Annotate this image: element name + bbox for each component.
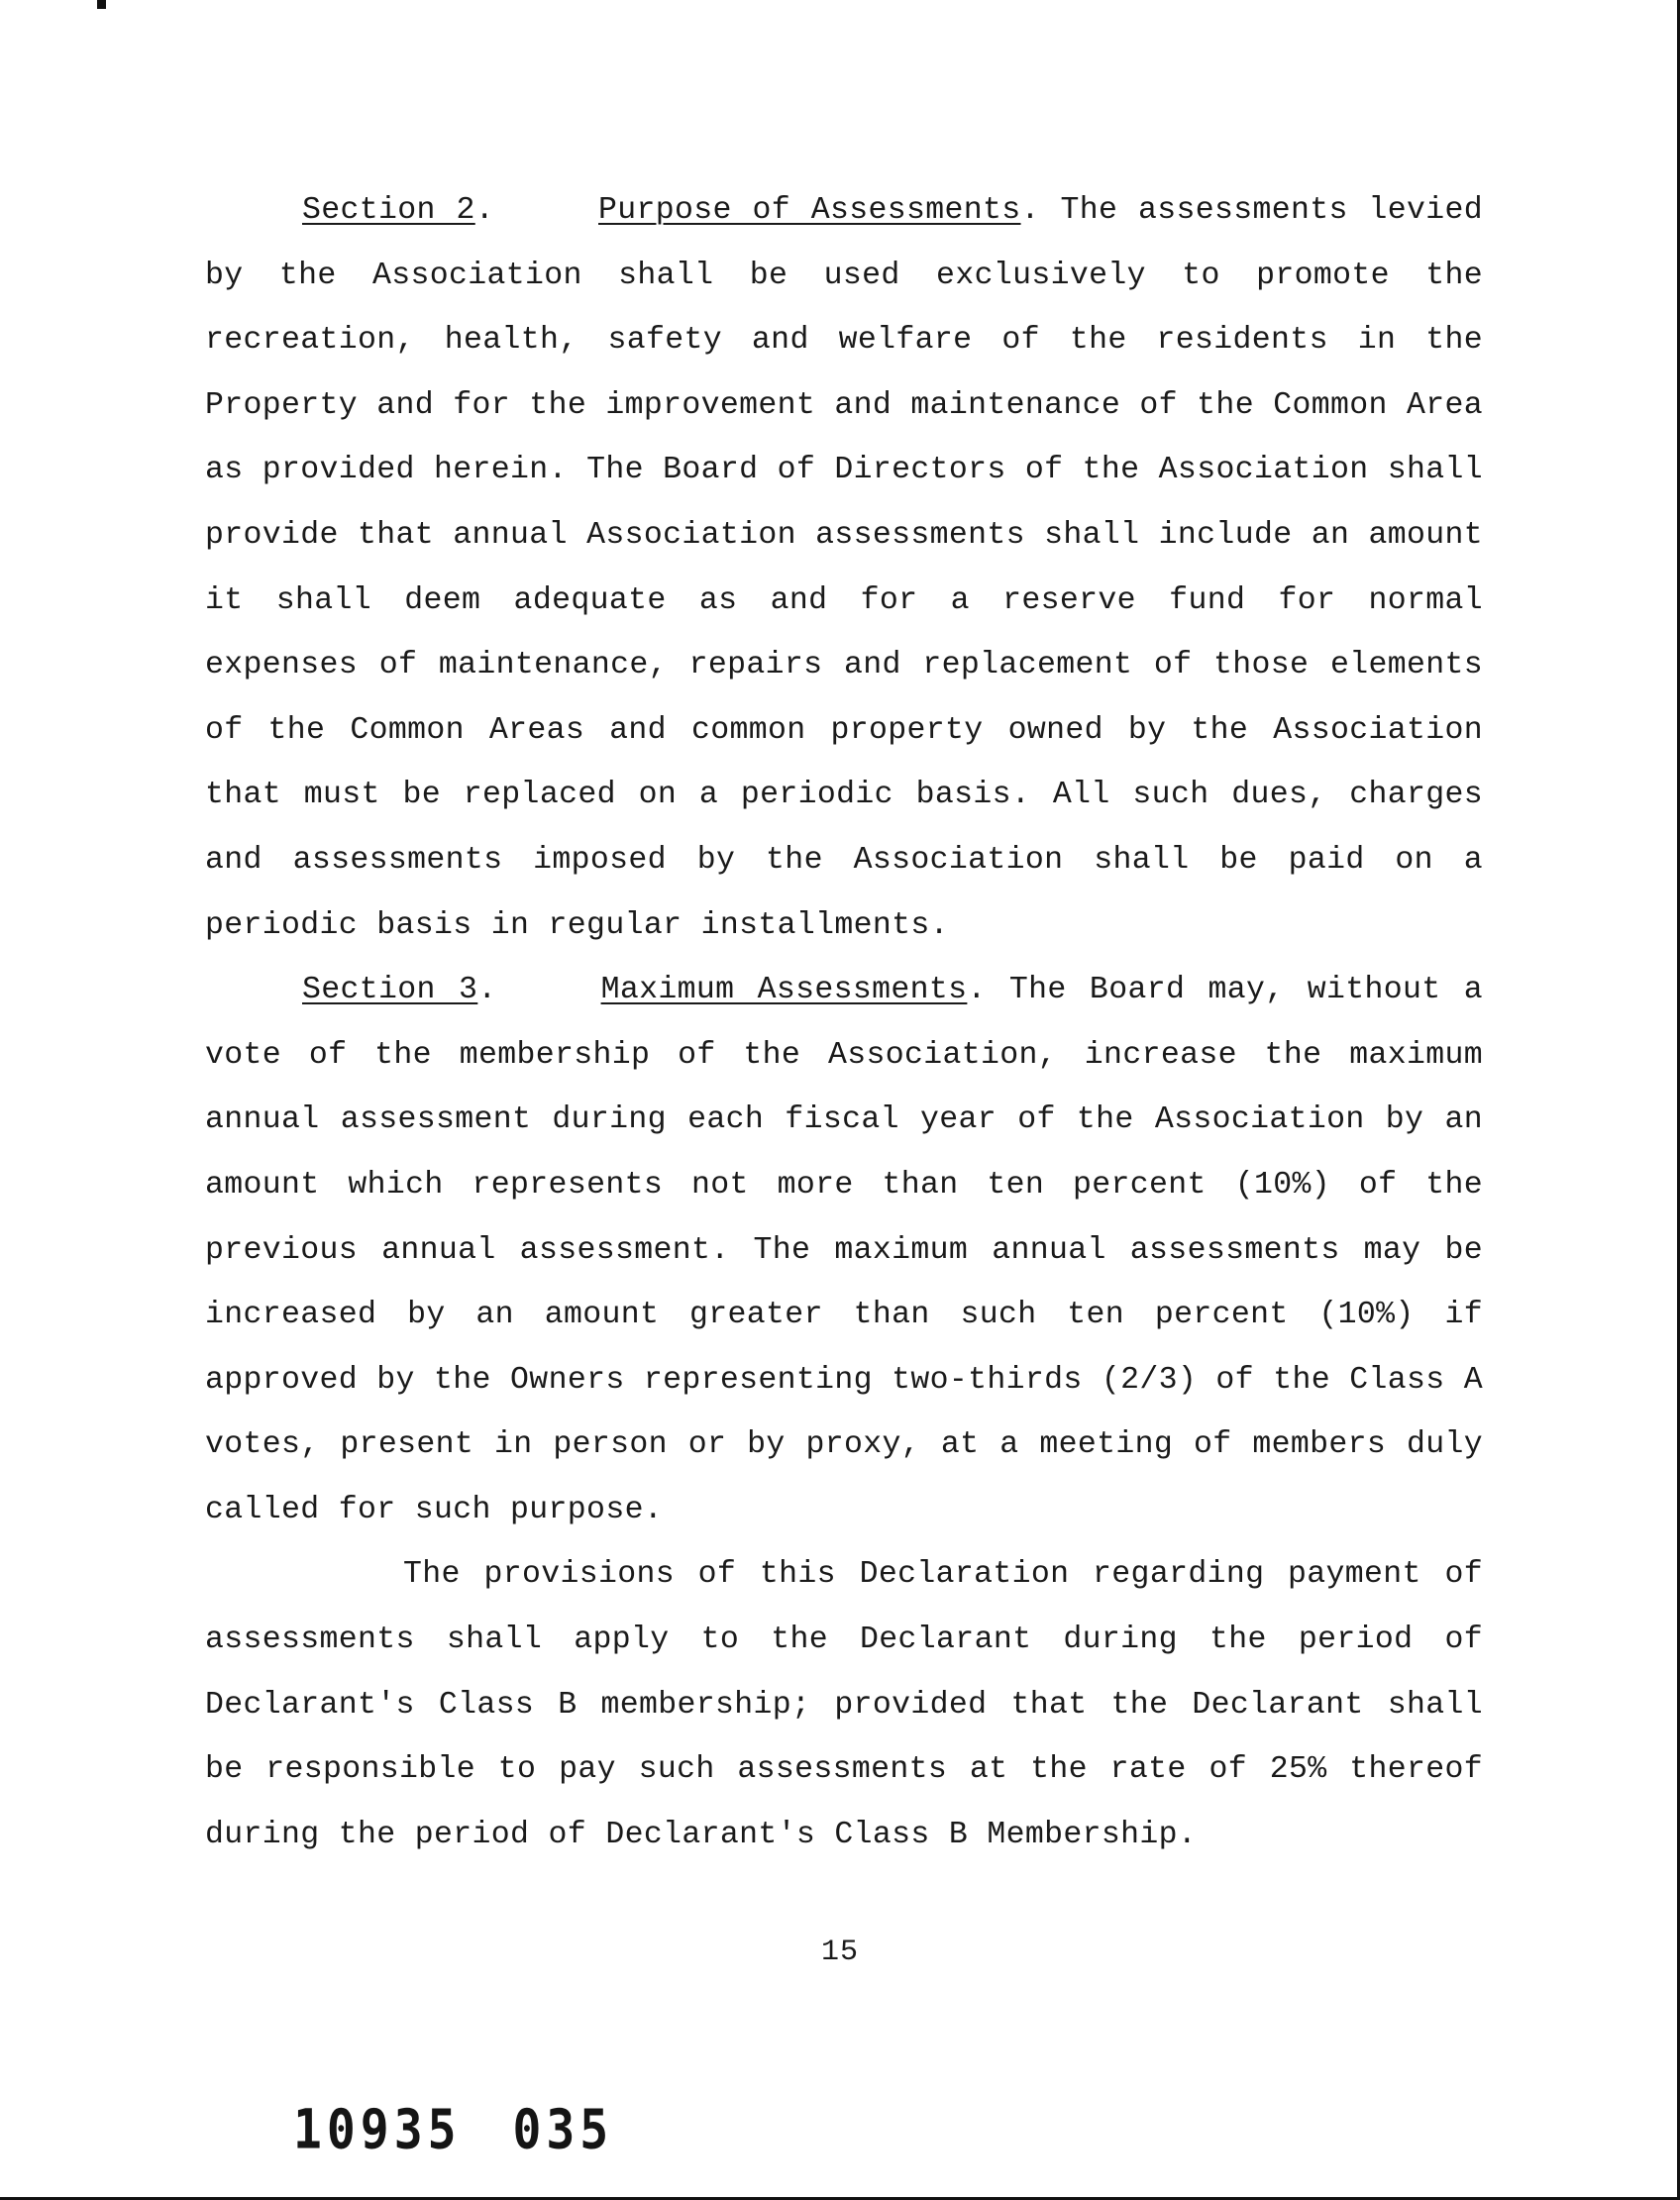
section-2-paragraph bbox=[205, 178, 1483, 958]
page-number: 15 bbox=[820, 1936, 859, 1969]
section-2-title-punct: . bbox=[1020, 193, 1040, 228]
book-page-number: 035 bbox=[512, 2098, 614, 2162]
book-number: 10935 bbox=[293, 2098, 462, 2162]
section-2-heading-punct: . bbox=[474, 193, 495, 228]
section-2-title: Purpose of Assessments bbox=[598, 193, 1021, 228]
section-3-title-punct: . bbox=[967, 973, 987, 1008]
section-3-heading: Section 3 bbox=[302, 973, 478, 1008]
section-3-paragraph bbox=[205, 958, 1483, 1542]
section-2-heading: Section 2 bbox=[302, 193, 475, 228]
declarant-paragraph: The provisions of this Declaration regarding payment of assessments shall apply to the Declarant during the period of Declarant's Class B membership; provided that the Declarant shall be responsible to pay such assessments at the rate of 25% thereof during the period of Declarant's Class B Membership. bbox=[205, 1557, 1483, 1852]
section-3-title: Maximum Assessments bbox=[600, 973, 968, 1008]
scan-artifact-mark bbox=[97, 0, 106, 9]
recording-stamp bbox=[293, 2098, 613, 2161]
section-3-heading-punct: . bbox=[477, 973, 497, 1008]
document-body bbox=[205, 178, 1483, 1867]
section-3-text: The Board may, without a vote of the membership of the Association, increase the maximum annual assessment during each fiscal year of the Association by an amount which represents not more than ten percent (10%) of the previous annual assessment. The maximum annual assessments may be increased by an amount greater than such ten percent (10%) if approved by the Owners representing two-thirds (2/3) of the Class A votes, present in person or by proxy, at a meeting of members duly called for such purpose. bbox=[205, 973, 1484, 1527]
section-2-text: The assessments levied by the Association shall be used exclusively to promote the recreation, health, safety and welfare of the residents in the Property and for the improvement and maintenance of the Common Area as provided herein. The Board of Directors of the Association shall provide that annual Association assessments shall include an amount it shall deem adequate as and for a reserve fund for normal expenses of maintenance, repairs and replacement of those elements of the Common Areas and common property owned by the Association that must be replaced on a periodic basis. All such dues, charges and assessments imposed by the Association shall be paid on a periodic basis in regular installments. bbox=[205, 193, 1483, 943]
